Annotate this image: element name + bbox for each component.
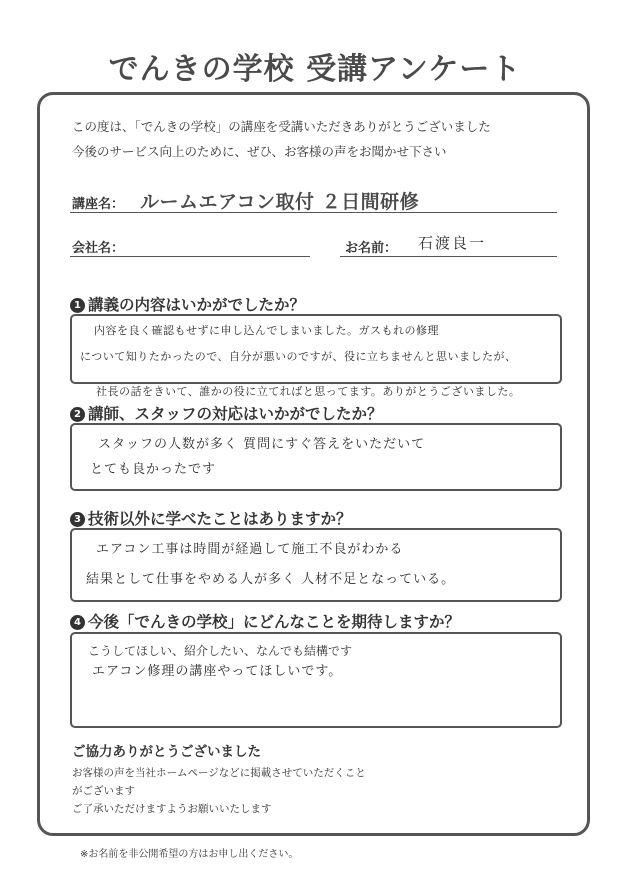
answer-2-line-1: スタッフの人数が多く 質問にすぐ答えをいただいて <box>98 437 426 452</box>
answer-1-line-1: 内容を良く確認もせずに申し込んでしまいました。ガスもれの修理 <box>94 324 439 337</box>
answer-3-line-2: 結果として仕事をやめる人が多く 人材不足となっている。 <box>86 572 456 587</box>
closing-thanks: ご協力ありがとうございました <box>72 744 261 760</box>
answer-1-line-2: について知りたかったので、自分が悪いのですが、役に立ちませんと思いましたが、 <box>80 350 517 363</box>
company-underline <box>70 256 310 257</box>
question-3 <box>70 507 352 529</box>
question-4-number: 4 <box>70 615 85 630</box>
course-underline <box>70 212 557 213</box>
survey-title: でんきの学校 受講アンケート <box>108 52 522 87</box>
name-underline <box>340 256 557 257</box>
question-2-number: 2 <box>70 407 85 422</box>
company-label: 会社名： <box>72 241 125 256</box>
question-3-text: 技術以外に学べたことはありますか？ <box>88 510 352 528</box>
question-3-number: 3 <box>70 512 85 527</box>
question-2-text: 講師、スタッフの対応はいかがでしたか？ <box>88 405 383 423</box>
answer-2-line-2: とても良かったです <box>90 462 217 477</box>
question-4 <box>70 610 460 632</box>
course-name: ルームエアコン取付 ２日間研修 <box>140 191 420 213</box>
answer-4-line-1: エアコン修理の講座やってほしいです。 <box>92 664 343 679</box>
intro-line-2: 今後のサービス向上のために、ぜひ、お客様の声をお聞かせ下さい <box>72 144 447 159</box>
course-label: 講座名： <box>72 197 125 212</box>
answer-1-extra: 社長の話をきいて、誰かの役に立てればと思ってます。ありがとうございました。 <box>96 385 521 398</box>
answer-3-line-1: エアコン工事は時間が経過して施工不良がわかる <box>96 542 404 557</box>
question-1 <box>70 293 305 315</box>
footer-note: ※お名前を非公開希望の方はお申し出ください。 <box>80 849 299 860</box>
question-2 <box>70 402 383 424</box>
name-label: お名前： <box>345 241 398 256</box>
name-value[interactable]: 石渡良一 <box>418 234 487 252</box>
intro-line-1: この度は、「でんきの学校」の講座を受講いただきありがとうございました <box>72 119 491 134</box>
closing-note-1: お客様の声を当社ホームページなどに掲載させていただくこと <box>72 767 366 779</box>
closing-note-3: ご了承いただけますようお願いいたします <box>72 803 272 815</box>
question-1-number: 1 <box>70 298 85 313</box>
question-4-text: 今後「でんきの学校」にどんなことを期待しますか？ <box>88 613 461 631</box>
closing-note-2: がございます <box>72 785 135 797</box>
question-4-hint: こうしてほしい、紹介したい、なんでも結構です <box>88 644 353 658</box>
question-1-text: 講義の内容はいかがでしたか？ <box>88 296 306 314</box>
